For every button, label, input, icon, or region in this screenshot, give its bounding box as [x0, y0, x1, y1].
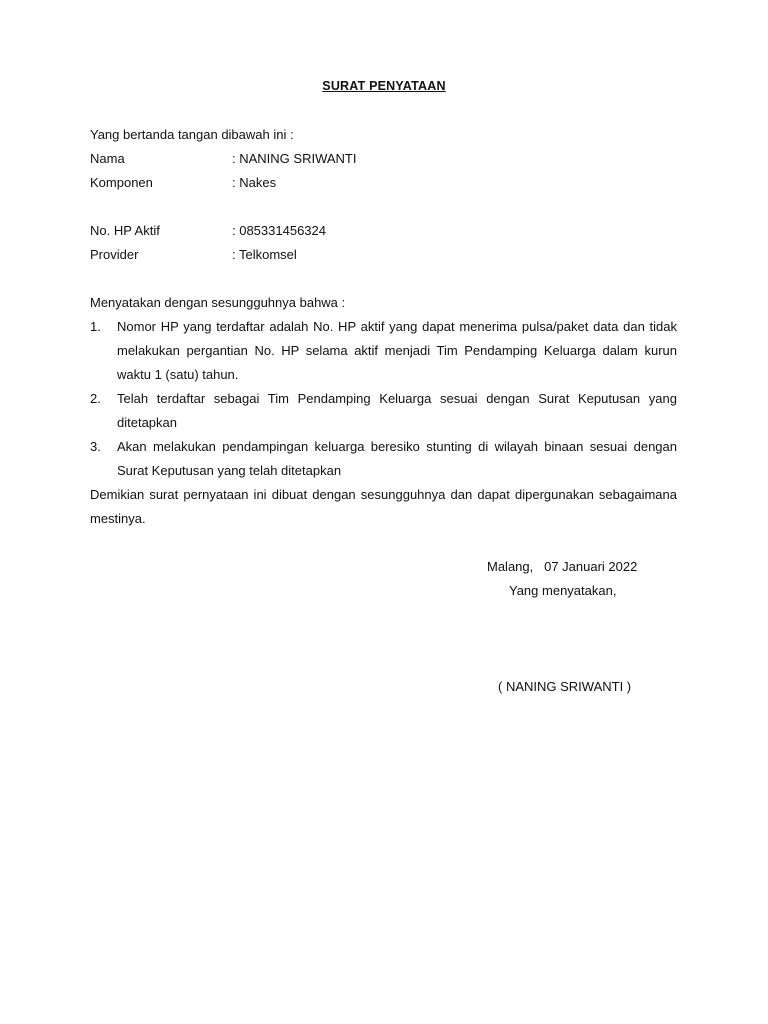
list-item-number: 2.	[90, 391, 101, 406]
field-label-nama: Nama	[90, 151, 125, 166]
field-value-provider: : Telkomsel	[232, 247, 297, 262]
signer-role: Yang menyatakan,	[509, 583, 617, 598]
list-item-text: Akan melakukan pendampingan keluarga beresiko stunting di wilayah binaan sesuai dengan Surat Keputusan yang telah ditetapkan	[117, 439, 677, 478]
intro-text: Yang bertanda tangan dibawah ini :	[90, 127, 294, 142]
signer-name: ( NANING SRIWANTI )	[498, 679, 632, 694]
document-title: SURAT PENYATAAN	[322, 79, 446, 93]
field-label-provider: Provider	[90, 247, 139, 262]
field-value-nama: : NANING SRIWANTI	[232, 151, 357, 166]
closing-paragraph: Demikian surat pernyataan ini dibuat dengan sesungguhnya dan dapat dipergunakan sebagaimana mestinya.	[90, 487, 677, 526]
list-item-text: Nomor HP yang terdaftar adalah No. HP aktif yang dapat menerima pulsa/paket data dan tidak melakukan pergantian No. HP selama aktif menjadi Tim Pendamping Keluarga dalam kurun waktu 1 (satu) tahun.	[117, 319, 677, 382]
field-label-no-hp: No. HP Aktif	[90, 223, 160, 238]
statement-intro: Menyatakan dengan sesungguhnya bahwa :	[90, 295, 346, 310]
field-value-komponen: : Nakes	[232, 175, 277, 190]
place-date: Malang, 07 Januari 2022	[487, 559, 638, 574]
list-item-number: 3.	[90, 439, 101, 454]
list-item-text: Telah terdaftar sebagai Tim Pendamping Keluarga sesuai dengan Surat Keputusan yang ditetapkan	[117, 391, 677, 430]
list-item-number: 1.	[90, 319, 101, 334]
field-value-no-hp: : 085331456324	[232, 223, 326, 238]
field-label-komponen: Komponen	[90, 175, 153, 190]
